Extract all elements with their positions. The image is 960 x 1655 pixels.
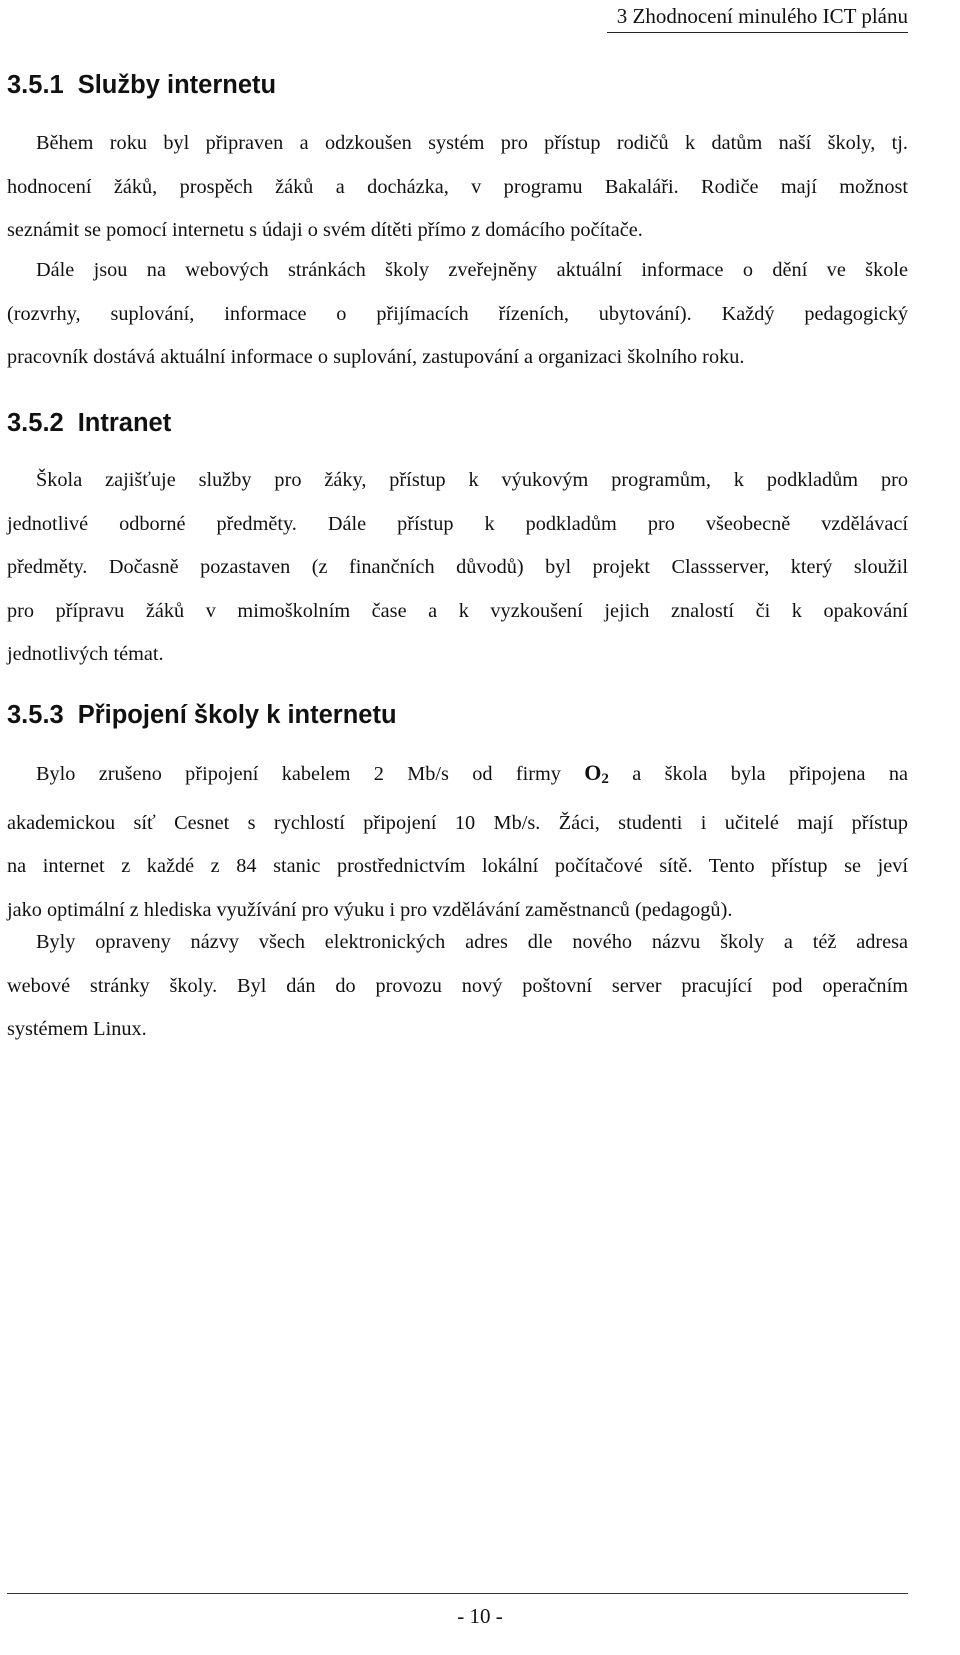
section-title: Připojení školy k internetu: [77, 701, 397, 729]
brand-subscript: 2: [601, 771, 609, 787]
paragraph-line: předměty. Dočasně pozastaven (z finančních důvodů) byl projekt Classserver, který sloužil: [7, 556, 908, 578]
paragraph-web-info: [7, 249, 908, 380]
paragraph-line: Dále jsou na webových stránkách školy zveřejněny aktuální informace o dění ve škole: [36, 259, 908, 281]
brand-main: O: [584, 760, 602, 785]
paragraph-addresses: [7, 921, 908, 1052]
paragraph-line: Škola zajišťuje služby pro žáky, přístup k výukovým programům, k podkladům pro: [36, 469, 908, 491]
paragraph-line: webové stránky školy. Byl dán do provozu nový poštovní server pracující pod operačním: [7, 974, 908, 997]
section-number: 3.5.3: [7, 701, 64, 729]
paragraph-line: akademickou síť Cesnet s rychlostí připojení 10 Mb/s. Žáci, studenti i učitelé mají přístup: [7, 811, 908, 834]
paragraph-intranet: [7, 459, 908, 677]
paragraph-line: Během roku byl připraven a odzkoušen systém pro přístup rodičů k datům naší školy, tj.: [36, 132, 908, 154]
provider-brand-o2: [584, 760, 609, 785]
section-title: Intranet: [77, 409, 172, 437]
paragraph-connection: [7, 751, 908, 932]
paragraph-parent-access: [7, 122, 908, 253]
section-number: 3.5.2: [7, 409, 64, 437]
paragraph-line: (rozvrhy, suplování, informace o přijímacích řízeních, ubytování). Každý pedagogický: [7, 302, 908, 325]
paragraph-line: pracovník dostává aktuální informace o suplování, zastupování a organizaci školního roku.: [7, 346, 745, 368]
paragraph-line: jednotlivých témat.: [7, 643, 164, 665]
section-number: 3.5.1: [7, 71, 64, 99]
paragraph-line: jako optimální z hlediska využívání pro výuku i pro vzdělávání zaměstnanců (pedagogů).: [7, 898, 733, 921]
page-number: - 10 -: [457, 1604, 503, 1628]
section-heading-3-5-2: [7, 408, 171, 438]
paragraph-line: systémem Linux.: [7, 1018, 147, 1040]
paragraph-line: Byly opraveny názvy všech elektronických adres dle nového názvu školy a též adresa: [36, 931, 908, 953]
paragraph-line: jednotlivé odborné předměty. Dále přístup k podkladům pro všeobecně vzdělávací: [7, 512, 908, 535]
line-text-before-brand: Bylo zrušeno připojení kabelem 2 Mb/s od firmy: [36, 763, 561, 785]
section-heading-3-5-3: [7, 700, 397, 730]
running-header: 3 Zhodnocení minulého ICT plánu: [607, 2, 908, 33]
paragraph-line: pro přípravu žáků v mimoškolním čase a k vyzkoušení jejich znalostí či k opakování: [7, 599, 908, 622]
footer-rule: [7, 1593, 908, 1594]
paragraph-line: hodnocení žáků, prospěch žáků a docházka, v programu Bakaláři. Rodiče mají možnost: [7, 175, 908, 198]
section-heading-3-5-1: [7, 70, 276, 100]
paragraph-line: na internet z každé z 84 stanic prostřednictvím lokální počítačové sítě. Tento přístup se jeví: [7, 855, 908, 877]
section-title: Služby internetu: [77, 71, 277, 99]
paragraph-line: seznámit se pomocí internetu s údaji o svém dítěti přímo z domácího počítače.: [7, 219, 643, 241]
line-text-after-brand: a škola byla připojena na: [632, 763, 909, 785]
paragraph-line-with-brand: [7, 751, 908, 802]
